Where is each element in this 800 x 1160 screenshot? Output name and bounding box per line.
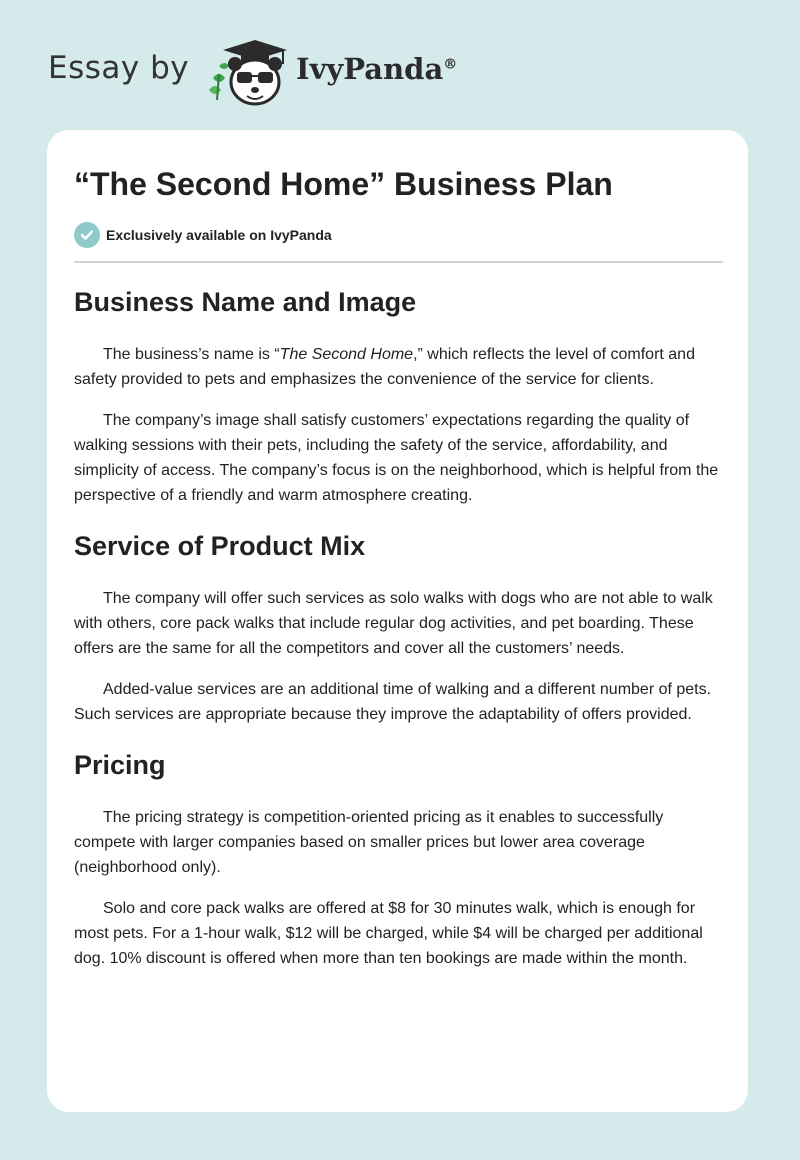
section-heading: Pricing	[74, 750, 166, 780]
essay-by-label: Essay by	[48, 50, 190, 86]
page-title: “The Second Home” Business Plan	[74, 166, 613, 202]
exclusive-badge	[74, 222, 332, 248]
essay-body	[74, 280, 723, 987]
check-circle-icon	[74, 222, 100, 248]
title-divider	[74, 261, 723, 263]
paragraph: Added-value services are an additional time of walking and a different number of pets. Such services are appropriate because they improve the adaptability of offers provided.	[74, 681, 712, 723]
paragraph: The company will offer such services as solo walks with dogs who are not able to walk with others, core pack walks that include regular dog activities, and pet boarding. These offers are the same for all the competitors and cover all the customers’ needs.	[74, 590, 713, 657]
registered-mark: ®	[443, 56, 458, 73]
badge-text: Exclusively available on IvyPanda	[106, 227, 332, 243]
section-business-name	[74, 280, 723, 508]
paragraph: The company’s image shall satisfy customers’ expectations regarding the quality of walking sessions with their pets, including the safety of the service, affordability, and simplicity of access. The company’s focus is on the neighborhood, which is helpful from the perspective of a friendly and warm atmosphere creating.	[74, 412, 719, 504]
paragraph: The business’s name is “The Second Home,” which reflects the level of comfort and safety provided to pets and emphasizes the convenience of the service for clients.	[74, 346, 695, 388]
section-heading: Service of Product Mix	[74, 531, 366, 561]
brand-header	[48, 38, 508, 108]
section-product-mix	[74, 524, 723, 727]
business-name-emphasis: The Second Home	[279, 346, 414, 363]
paragraph: The pricing strategy is competition-oriented pricing as it enables to successfully compete with larger companies based on smaller prices but lower area coverage (neighborhood only).	[74, 809, 664, 876]
panda-graduate-icon	[203, 38, 293, 108]
section-heading: Business Name and Image	[74, 287, 417, 317]
section-pricing	[74, 743, 723, 971]
essay-card	[47, 130, 748, 1112]
paragraph: Solo and core pack walks are offered at $8 for 30 minutes walk, which is enough for most pets. For a 1-hour walk, $12 will be charged, while $4 will be charged per additional dog. 10% discount is offered when more than ten bookings are made within the month.	[74, 900, 703, 967]
brand-name: IvyPanda®	[296, 52, 458, 86]
